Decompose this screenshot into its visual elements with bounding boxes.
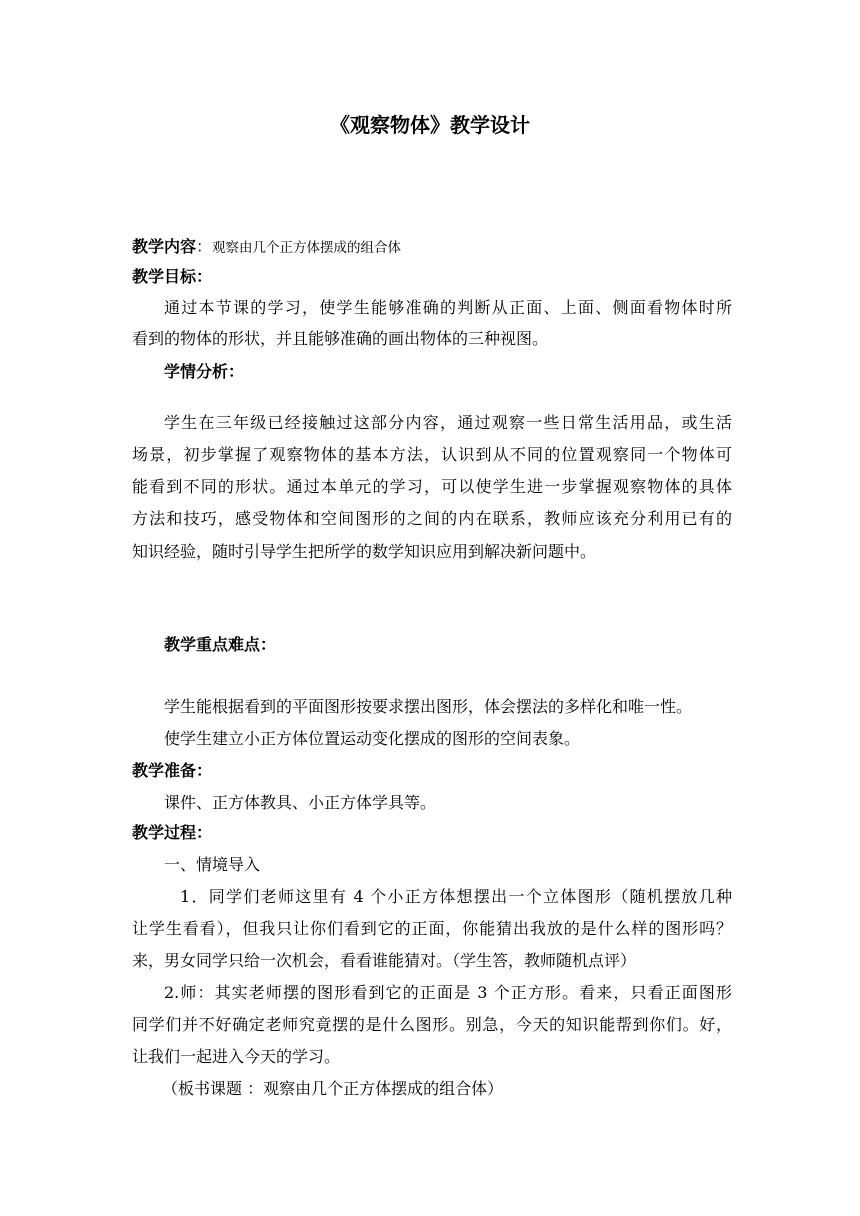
analysis-line-3: 能看到不同的形状。通过本单元的学习，可以使学生进一步掌握观察物体的具体 [132,477,732,496]
keypoints-label: 教学重点难点： [164,635,277,654]
process-p1-line-3: 来，男女同学只给一次机会，看看谁能猜对。（学生答，教师随机点评） [132,951,637,970]
teaching-content-text: 观察由几个正方体摆成的组合体 [212,240,402,256]
process-section-1: 一、情境导入 [164,855,261,874]
keypoints-line-1: 学生能根据看到的平面图形按要求摆出图形，体会摆法的多样化和唯一性。 [164,697,693,716]
process-label: 教学过程： [132,823,213,842]
analysis-line-5: 知识经验，随时引导学生把所学的数学知识应用到解决新问题中。 [132,542,597,561]
objectives-line-2: 看到的物体的形状，并且能够准确的画出物体的三种视图。 [132,329,549,348]
objectives-label: 教学目标： [132,267,213,286]
analysis-label: 学情分析： [164,362,245,381]
teaching-content-label: 教学内容 [132,237,197,256]
analysis-line-4: 方法和技巧，感受物体和空间图形的之间的内在联系，教师应该充分利用已有的 [132,509,732,528]
teaching-content-row [132,236,401,259]
process-p2-line-1: 2.师：其实老师摆的图形看到它的正面是 3 个正方形。看来，只看正面图形 [164,983,732,1002]
preparation-line-1: 课件、正方体教具、小正方体学具等。 [164,793,437,812]
process-board-note: （板书课题 ：观察由几个正方体摆成的组合体） [162,1079,504,1098]
analysis-line-2: 场景，初步掌握了观察物体的基本方法，认识到从不同的位置观察同一个物体可 [132,445,732,464]
document-title: 《观察物体》教学设计 [330,113,530,137]
keypoints-line-2: 使学生建立小正方体位置运动变化摆成的图形的空间表象。 [164,729,581,748]
process-p2-line-2: 同学们并不好确定老师究竟摆的是什么图形。别急，今天的知识能帮到你们。好， [132,1015,732,1034]
process-p2-line-3: 让我们一起进入今天的学习。 [132,1047,341,1066]
preparation-label: 教学准备： [132,761,213,780]
objectives-line-1: 通过本节课的学习，使学生能够准确的判断从正面、上面、侧面看物体时所 [164,298,732,317]
process-p1-line-2: 让学生看看），但我只让你们看到它的正面，你能猜出我放的是什么样的图形吗？ [132,919,732,938]
analysis-line-1: 学生在三年级已经接触过这部分内容，通过观察一些日常生活用品，或生活 [164,413,732,432]
process-p1-line-1: 1．同学们老师这里有 4 个小正方体想摆出一个立体图形（随机摆放几种 [180,887,732,906]
teaching-content-separator: ： [196,237,213,256]
